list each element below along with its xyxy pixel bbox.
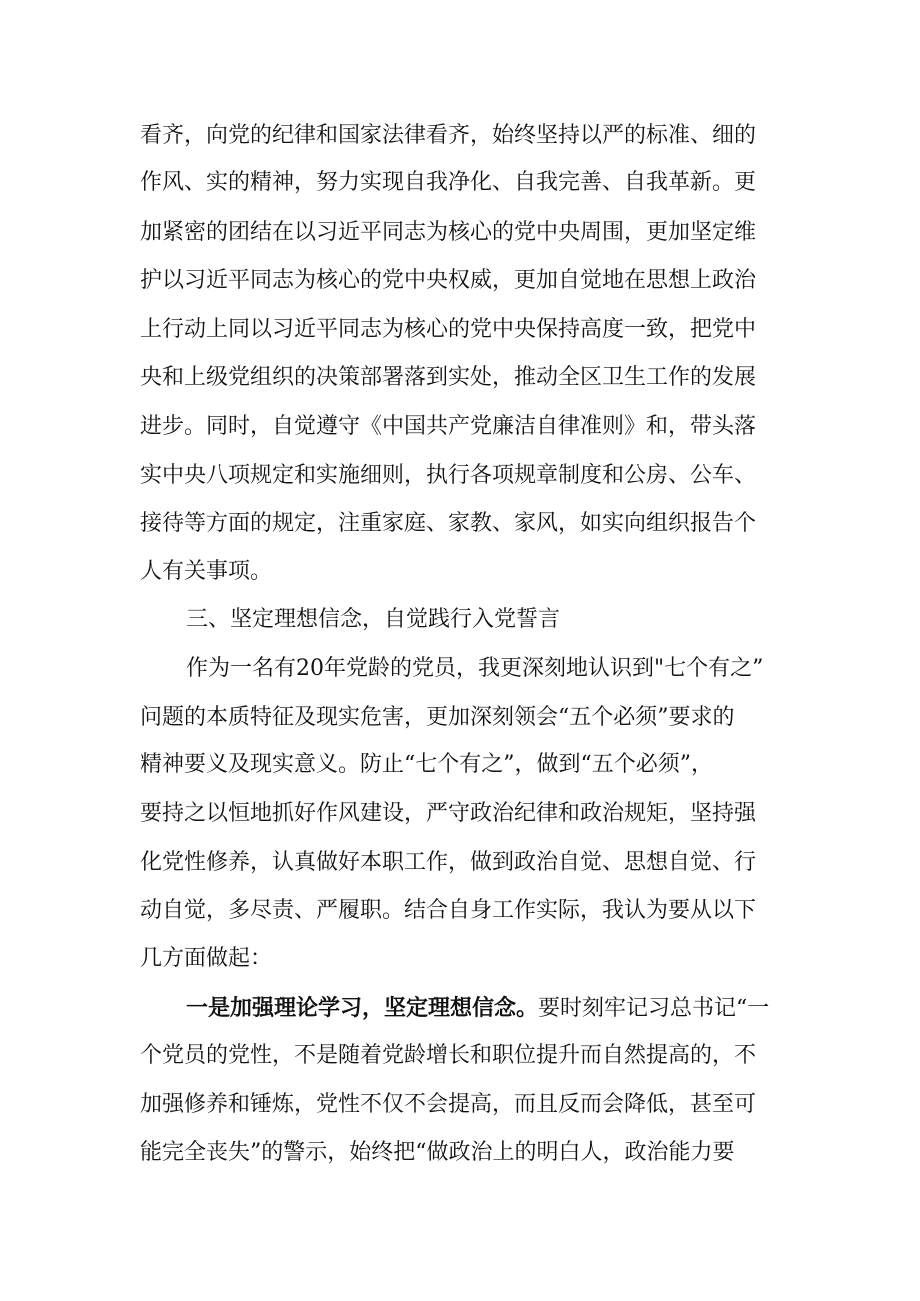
body-line: 作为一名有20年党龄的党员，我更深刻地认识到"七个有之” bbox=[186, 656, 764, 681]
body-line: 作风、实的精神，努力实现自我净化、自我完善、自我革新。更 bbox=[140, 170, 757, 195]
body-line: 央和上级党组织的决策部署落到实处，推动全区卫生工作的发展 bbox=[140, 365, 757, 390]
body-line: 几方面做起： bbox=[140, 946, 273, 971]
body-line: 进步。同时，自觉遵守《中国共产党廉洁自律准则》和，带头落 bbox=[140, 414, 757, 439]
body-line: 看齐，向党的纪律和国家法律看齐，始终坚持以严的标准、细的 bbox=[140, 123, 757, 148]
body-line bbox=[186, 993, 769, 1024]
body-line: 能完全丧失”的警示，始终把“做政治上的明白人，政治能力要 bbox=[140, 1140, 735, 1165]
body-line: 人有关事项。 bbox=[140, 559, 273, 584]
body-line: 上行动上同以习近平同志为核心的党中央保持高度一致，把党中 bbox=[140, 317, 757, 342]
body-line: 个党员的党性，不是随着党龄增长和职位提升而自然提高的，不 bbox=[140, 1043, 757, 1068]
body-line: 接待等方面的规定，注重家庭、家教、家风，如实向组织报告个 bbox=[140, 511, 757, 536]
bold-lead-text: 一是加强理论学习，坚定理想信念。 bbox=[186, 995, 539, 1021]
section-heading: 三、坚定理想信念，自觉践行入党誓言 bbox=[186, 607, 561, 632]
body-line: 实中央八项规定和实施细则，执行各项规章制度和公房、公车、 bbox=[140, 463, 757, 488]
body-line: 动自觉，多尽责、严履职。结合自身工作实际，我认为要从以下 bbox=[140, 898, 757, 923]
body-line: 加强修养和锤炼，党性不仅不会提高，而且反而会降低，甚至可 bbox=[140, 1092, 757, 1117]
body-text: 要时刻牢记习总书记“一 bbox=[538, 996, 770, 1021]
body-line: 护以习近平同志为核心的党中央权威，更加自觉地在思想上政治 bbox=[140, 268, 757, 293]
body-line: 要持之以恒地抓好作风建设，严守政治纪律和政治规矩，坚持强 bbox=[140, 801, 757, 826]
body-line: 问题的本质特征及现实危害，更加深刻领会“五个必须”要求的 bbox=[140, 705, 735, 730]
body-line: 加紧密的团结在以习近平同志为核心的党中央周围，更加坚定维 bbox=[140, 220, 757, 245]
body-line: 化党性修养，认真做好本职工作，做到政治自觉、思想自觉、行 bbox=[140, 850, 757, 875]
body-line: 精神要义及现实意义。防止“七个有之”，做到“五个必须”， bbox=[140, 752, 713, 777]
